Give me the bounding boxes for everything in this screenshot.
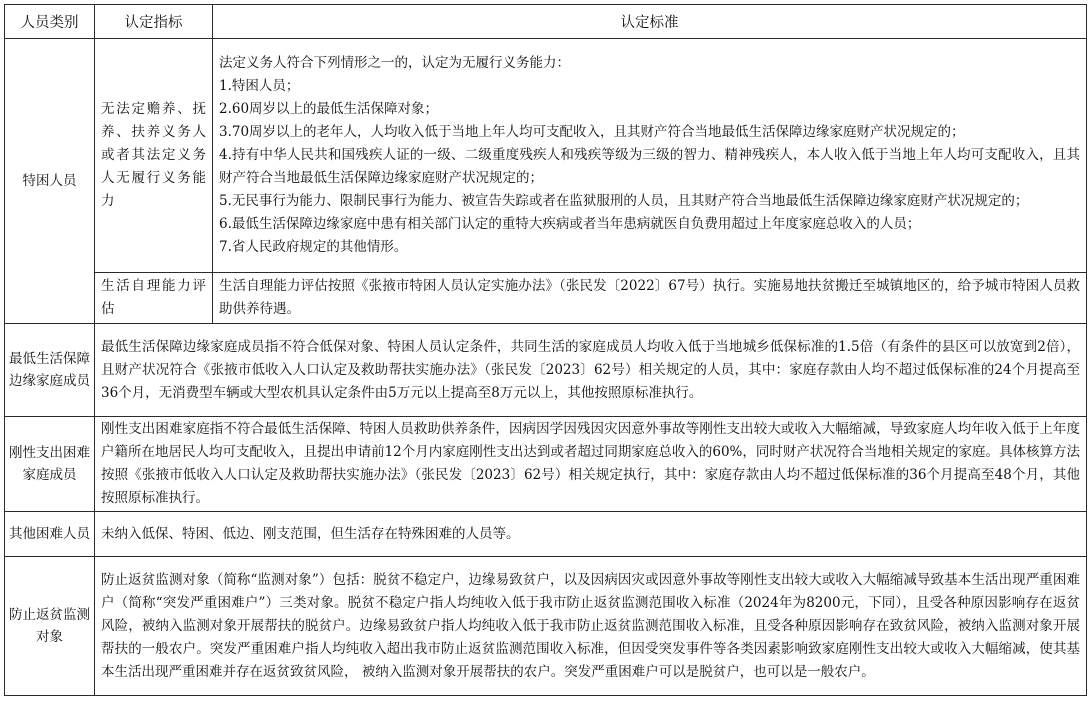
- header-category: 人员类别: [5, 5, 95, 39]
- standard-line: 法定义务人符合下列情形之一的，认定为无履行义务能力：: [219, 55, 570, 71]
- standard-dibian: 最低生活保障边缘家庭成员指不符合低保对象、特困人员认定条件，共同生活的家庭成员人均收入低于当地城乡低保标准的1.5倍（有条件的县区可以放宽到2倍），且财产状况符合《张掖市低收入人口认定及救助帮扶实施办法》（张民发〔2023〕62号）相关规定的人员，其中：家庭存款由人均不超过低保标准的24个月提高至36个月，无消费型车辆或大型农机具认定条件由5万元以上提高至8万元以上，其他按照原标准执行。: [95, 324, 1087, 417]
- header-row: [5, 5, 1087, 39]
- table-row-gangzhi: [5, 417, 1087, 512]
- standard-gangzhi: 刚性支出困难家庭指不符合最低生活保障、特困人员救助供养条件，因病因学因残因灾因意外事故等刚性支出较大或收入大幅缩减，导致家庭人均年收入低于上年度户籍所在地居民人均可支配收入，且提出申请前12个月内家庭刚性支出达到或者超过同期家庭总收入的60%，同时财产状况符合当地相关规定的家庭。具体核算方法按照《张掖市低收入人口认定及救助帮扶实施办法》（张民发〔2023〕62号）相关规定执行，其中：家庭存款由人均不超过低保标准的36个月提高至48个月，其他按照原标准执行。: [95, 417, 1087, 512]
- table-row-qita: [5, 512, 1087, 557]
- category-dibian: 最低生活保障边缘家庭成员: [5, 324, 95, 417]
- category-fanpin: 防止返贫监测对象: [5, 557, 95, 696]
- table-row-dibian: [5, 324, 1087, 417]
- table-row-tekun-1: [5, 39, 1087, 273]
- standard-line: 6.最低生活保障边缘家庭中患有相关部门认定的重特大疾病或者当年患病就医自负费用超过上年度家庭总收入的人员；: [219, 216, 921, 232]
- standard-line: 7.省人民政府规定的其他情形。: [219, 239, 408, 255]
- table-row-fanpin: [5, 557, 1087, 696]
- criteria-table: [4, 4, 1087, 696]
- category-tekun: 特困人员: [5, 39, 95, 324]
- category-qita: 其他困难人员: [5, 512, 95, 557]
- standard-line: 3.70周岁以上的老年人，人均收入低于当地上年人均可支配收入，且其财产符合当地最低生活保障边缘家庭财产状况规定的；: [219, 124, 965, 140]
- category-gangzhi: 刚性支出困难家庭成员: [5, 417, 95, 512]
- standard-qita: 未纳入低保、特困、低边、刚支范围，但生活存在特殊困难的人员等。: [95, 512, 1087, 557]
- header-standard: 认定标准: [213, 5, 1087, 39]
- standard-line: 2.60周岁以上的最低生活保障对象；: [219, 101, 439, 117]
- standard-line: 1.特困人员；: [219, 78, 300, 94]
- standard-no-obligor: [213, 39, 1087, 273]
- standard-line: 5.无民事行为能力、限制民事行为能力、被宣告失踪或者在监狱服刑的人员，且其财产符合当地最低生活保障边缘家庭财产状况规定的；: [219, 193, 1029, 209]
- table-row-tekun-2: [5, 273, 1087, 324]
- header-indicator: 认定指标: [95, 5, 213, 39]
- standard-line: 4.持有中华人民共和国残疾人证的一级、二级重度残疾人和残疾等级为三级的智力、精神残疾人，本人收入低于当地上年人均可支配收入，且其财产符合当地最低生活保障边缘家庭财产状况规定的；: [219, 147, 1080, 186]
- standard-self-care: 生活自理能力评估按照《张掖市特困人员认定实施办法》（张民发〔2022〕67号）执行。实施易地扶贫搬迁至城镇地区的，给予城市特困人员救助供养待遇。: [213, 273, 1087, 324]
- indicator-no-obligor: 无法定赡养、抚养、扶养义务人或者其法定义务人无履行义务能力: [95, 39, 213, 273]
- indicator-self-care: 生活自理能力评估: [95, 273, 213, 324]
- standard-fanpin: 防止返贫监测对象（简称“监测对象”）包括：脱贫不稳定户，边缘易致贫户，以及因病因灾或因意外事故等刚性支出较大或收入大幅缩减导致基本生活出现严重困难户（简称“突发严重困难户”）三类对象。脱贫不稳定户指人均纯收入低于我市防止返贫监测范围收入标准（2024年为8200元，下同），且受各种原因影响存在返贫风险，被纳入监测对象开展帮扶的脱贫户。边缘易致贫户指人均纯收入低于我市防止返贫监测范围收入标准，且受各种原因影响存在致贫风险，被纳入监测对象开展帮扶的一般农户。突发严重困难户指人均纯收入超出我市防止返贫监测范围收入标准，但因受突发事件等各类因素影响致家庭刚性支出较大或收入大幅缩减，使其基本生活出现严重困难并存在返贫致贫风险， 被纳入监测对象开展帮扶的农户。突发严重困难户可以是脱贫户，也可以是一般农户。: [95, 557, 1087, 696]
